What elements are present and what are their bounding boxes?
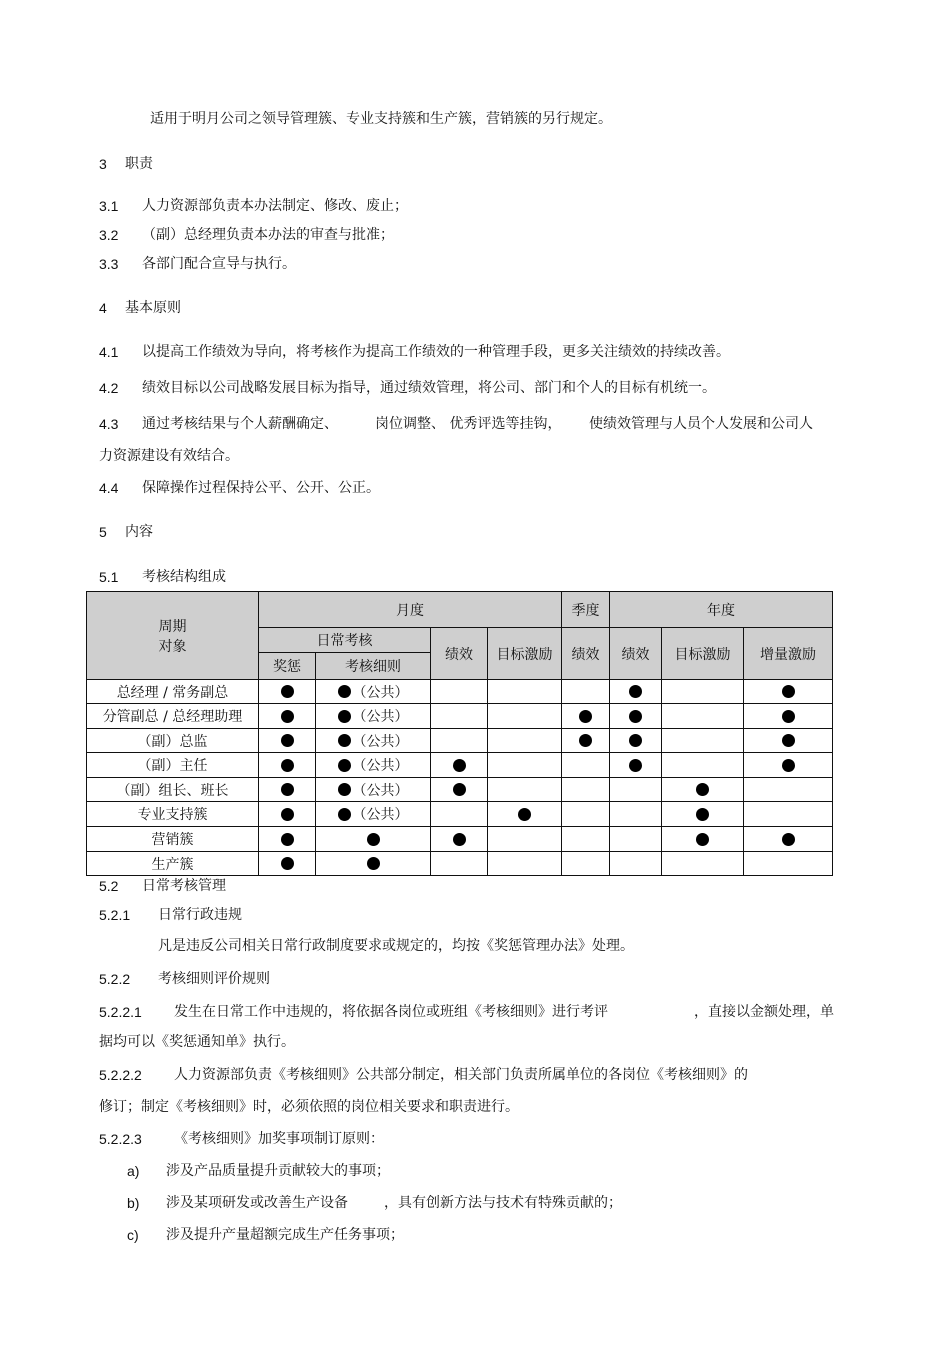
filled-circle-icon [281,833,294,846]
section-5-2-2-3-text: 《考核细则》加奖事项制订原则： [174,1131,384,1147]
cell-reward [259,852,316,876]
filled-circle-icon [579,710,592,723]
item-4-3-text-cont: 力资源建设有效结合。 [99,448,239,464]
cell-reward [259,729,316,753]
item-4-2-text: 绩效目标以公司战略发展目标为指导，通过绩效管理，将公司、部门和个人的目标有机统一。 [142,380,716,396]
filled-circle-icon [696,808,709,821]
section-5-2-title: 日常考核管理 [142,878,226,894]
cell-reward [259,704,316,729]
section-5-number: 5 [99,524,107,540]
section-5-2-2-2-text: 人力资源部负责《考核细则》公共部分制定，相关部门负责所属单位的各岗位《考核细则》的 [174,1067,748,1083]
cell-month-perf [431,704,488,729]
header-year: 年度 [610,592,833,628]
cell-month-target [488,729,562,753]
filled-circle-icon [367,857,380,870]
cell-year-perf [610,704,662,729]
table-row [87,852,833,876]
cell-reward [259,827,316,852]
filled-circle-icon [281,857,294,870]
section-4-number: 4 [99,300,107,316]
section-3-title: 职责 [125,156,153,172]
filled-circle-icon [782,833,795,846]
item-3-1-text: 人力资源部负责本办法制定、修改、废止； [142,198,408,214]
cell-year-perf [610,802,662,827]
cell-year-growth [744,680,833,704]
filled-circle-icon [281,685,294,698]
section-5-1-title: 考核结构组成 [142,569,226,585]
list-item-b-label: b) [127,1195,140,1211]
cell-year-growth [744,778,833,802]
row-label: 专业支持簇 [87,802,259,827]
filled-circle-icon [338,808,351,821]
public-note: （公共） [352,684,409,701]
section-5-title: 内容 [125,524,153,540]
cell-quarter-perf [562,680,610,704]
cell-quarter-perf [562,704,610,729]
item-4-3-number: 4.3 [99,416,119,432]
filled-circle-icon [281,783,294,796]
header-quarter-performance: 绩效 [562,628,610,680]
table-row [87,802,833,827]
intro-text: 适用于明月公司之领导管理簇、专业支持簇和生产簇，营销簇的另行规定。 [150,111,612,127]
cell-month-target [488,827,562,852]
item-3-2-text: （副）总经理负责本办法的审查与批准； [142,227,394,243]
cell-year-growth [744,704,833,729]
section-5-2-2-2-cont: 修订；制定《考核细则》时，必须依照的岗位相关要求和职责进行。 [99,1099,519,1115]
list-item-c-label: c) [127,1227,139,1243]
filled-circle-icon [281,710,294,723]
cell-month-target [488,852,562,876]
filled-circle-icon [782,734,795,747]
cell-quarter-perf [562,729,610,753]
filled-circle-icon [281,808,294,821]
filled-circle-icon [338,734,351,747]
cell-year-target [662,704,744,729]
filled-circle-icon [338,759,351,772]
filled-circle-icon [782,685,795,698]
filled-circle-icon [338,710,351,723]
section-5-2-2-number: 5.2.2 [99,971,131,987]
section-5-2-2-title: 考核细则评价规则 [158,971,270,987]
table-row [87,753,833,778]
public-note: （公共） [352,782,409,799]
cell-month-perf [431,729,488,753]
cell-month-perf [431,827,488,852]
cell-year-perf [610,680,662,704]
filled-circle-icon [579,734,592,747]
cell-year-growth [744,729,833,753]
public-note: （公共） [352,709,409,725]
table-row [87,680,833,704]
item-4-3-text-c: 使绩效管理与人员个人发展和公司人 [589,416,813,432]
cell-detail [316,802,431,827]
cell-month-target [488,778,562,802]
cell-year-target [662,802,744,827]
list-item-a-label: a) [127,1163,140,1179]
table-row [87,704,833,729]
list-item-c-text: 涉及提升产量超额完成生产任务事项； [166,1227,404,1243]
filled-circle-icon [453,833,466,846]
filled-circle-icon [782,710,795,723]
item-4-3-text-b: 岗位调整、 优秀评选等挂钩， [375,416,562,432]
cell-year-perf [610,852,662,876]
item-4-4-text: 保障操作过程保持公平、公开、公正。 [142,480,380,496]
cell-month-perf [431,852,488,876]
cell-month-target [488,753,562,778]
cell-detail [316,680,431,704]
item-3-2-number: 3.2 [99,227,119,243]
filled-circle-icon [629,685,642,698]
cell-year-perf [610,827,662,852]
section-5-2-2-3-number: 5.2.2.3 [99,1131,142,1147]
filled-circle-icon [518,808,531,821]
cell-reward [259,802,316,827]
section-5-2-2-1-text-b: ，直接以金额处理，单 [694,1004,834,1020]
filled-circle-icon [338,783,351,796]
row-label: 营销簇 [87,827,259,852]
cell-year-growth [744,827,833,852]
cell-quarter-perf [562,802,610,827]
corner-target-label: 对象 [158,638,187,655]
public-note: （公共） [352,807,409,823]
row-label: 总经理 / 常务副总 [87,680,259,704]
cell-year-target [662,753,744,778]
section-5-2-2-1-number: 5.2.2.1 [99,1004,142,1020]
filled-circle-icon [453,783,466,796]
assessment-structure-table [86,591,833,876]
cell-year-growth [744,802,833,827]
row-label: （副）主任 [87,753,259,778]
row-label: 分管副总 / 总经理助理 [87,704,259,729]
cell-year-perf [610,778,662,802]
cell-detail [316,852,431,876]
header-year-growth-incentive: 增量激励 [744,628,833,680]
table-corner-cell [87,592,259,680]
section-5-2-1-title: 日常行政违规 [158,907,242,923]
cell-month-perf [431,778,488,802]
header-year-performance: 绩效 [610,628,662,680]
header-month-target-incentive: 目标激励 [488,628,562,680]
cell-reward [259,680,316,704]
cell-year-growth [744,852,833,876]
section-5-2-2-1-text-a: 发生在日常工作中违规的，将依据各岗位或班组《考核细则》进行考评 [174,1004,608,1020]
section-5-2-2-1-cont: 据均可以《奖惩通知单》执行。 [99,1034,295,1050]
section-5-2-2-2-number: 5.2.2.2 [99,1067,142,1083]
section-4-title: 基本原则 [125,300,181,316]
filled-circle-icon [281,759,294,772]
cell-quarter-perf [562,827,610,852]
cell-reward [259,778,316,802]
header-month-performance: 绩效 [431,628,488,680]
cell-month-target [488,802,562,827]
list-item-b-text-a: 涉及某项研发或改善生产设备 [166,1195,348,1211]
cell-detail [316,778,431,802]
header-month: 月度 [259,592,562,628]
cell-year-target [662,827,744,852]
item-3-1-number: 3.1 [99,198,119,214]
item-3-3-text: 各部门配合宣导与执行。 [142,256,296,272]
header-daily-assessment: 日常考核 [259,628,431,653]
cell-quarter-perf [562,753,610,778]
list-item-b-text-b: ，具有创新方法与技术有特殊贡献的； [384,1195,622,1211]
public-note: （公共） [352,733,409,750]
cell-year-growth [744,753,833,778]
filled-circle-icon [629,734,642,747]
section-5-2-1-body: 凡是违反公司相关日常行政制度要求或规定的，均按《奖惩管理办法》处理。 [158,938,634,954]
row-label: （副）总监 [87,729,259,753]
cell-month-perf [431,802,488,827]
row-label: （副）组长、班长 [87,778,259,802]
filled-circle-icon [453,759,466,772]
cell-year-target [662,778,744,802]
table-row [87,827,833,852]
item-3-3-number: 3.3 [99,256,119,272]
filled-circle-icon [338,685,351,698]
corner-period-label: 周期 [158,618,187,635]
filled-circle-icon [629,710,642,723]
filled-circle-icon [367,833,380,846]
cell-year-perf [610,753,662,778]
cell-year-target [662,680,744,704]
section-5-1-number: 5.1 [99,569,119,585]
cell-quarter-perf [562,852,610,876]
table-row [87,778,833,802]
table-body [87,680,833,876]
section-5-2-number: 5.2 [99,878,119,894]
header-reward-penalty: 奖惩 [259,653,316,680]
item-4-2-number: 4.2 [99,380,119,396]
item-4-1-number: 4.1 [99,344,119,360]
cell-year-target [662,729,744,753]
public-note: （公共） [352,758,409,774]
filled-circle-icon [629,759,642,772]
row-label: 生产簇 [87,852,259,876]
section-5-2-1-number: 5.2.1 [99,907,131,923]
item-4-4-number: 4.4 [99,480,119,496]
cell-detail [316,704,431,729]
table-row [87,729,833,753]
cell-quarter-perf [562,778,610,802]
cell-detail [316,729,431,753]
list-item-a-text: 涉及产品质量提升贡献较大的事项； [166,1163,390,1179]
header-quarter: 季度 [562,592,610,628]
item-4-3-text-a: 通过考核结果与个人薪酬确定、 [142,416,338,432]
cell-detail [316,827,431,852]
cell-year-perf [610,729,662,753]
section-3-number: 3 [99,156,107,172]
cell-month-target [488,680,562,704]
cell-month-perf [431,753,488,778]
filled-circle-icon [696,783,709,796]
header-assessment-detail: 考核细则 [316,653,431,680]
item-4-1-text: 以提高工作绩效为导向，将考核作为提高工作绩效的一种管理手段，更多关注绩效的持续改善。 [142,344,730,360]
cell-month-target [488,704,562,729]
cell-detail [316,753,431,778]
filled-circle-icon [696,833,709,846]
cell-reward [259,753,316,778]
cell-year-target [662,852,744,876]
filled-circle-icon [281,734,294,747]
header-year-target-incentive: 目标激励 [662,628,744,680]
filled-circle-icon [782,759,795,772]
cell-month-perf [431,680,488,704]
